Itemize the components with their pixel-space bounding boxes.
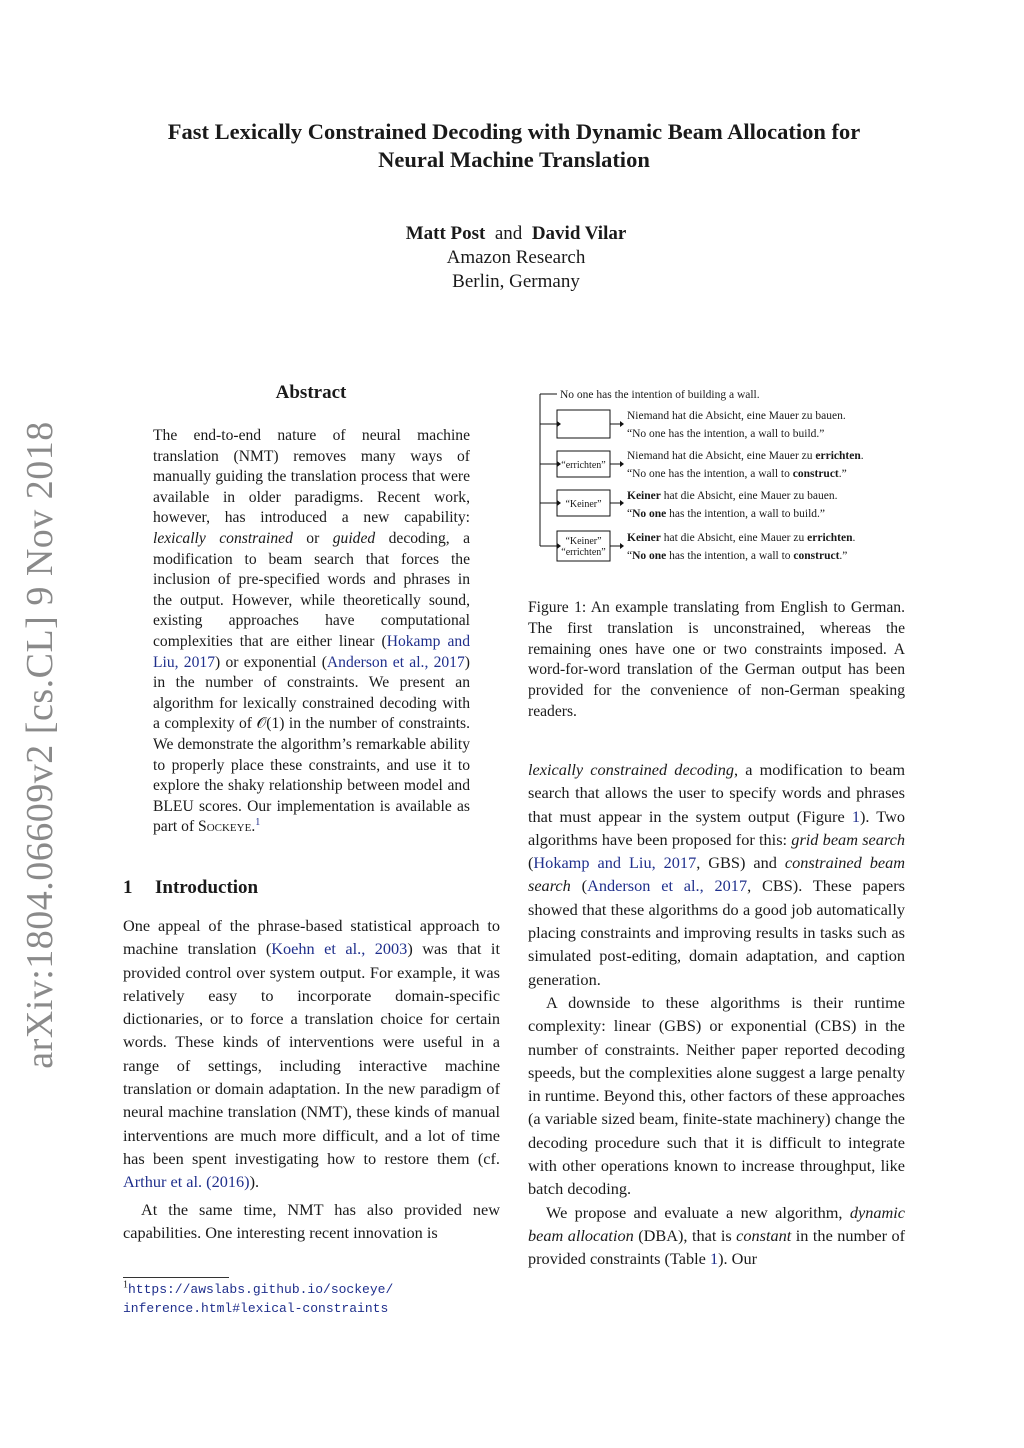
paragraph: We propose and evaluate a new algorithm, dynamic beam allocation (DBA), that is constant in the number of provided constraints (Table 1). Our [528, 1202, 906, 1269]
left-column-text [123, 914, 500, 1244]
table-ref-link[interactable]: 1 [709, 1249, 719, 1269]
location: Berlin, Germany [452, 271, 580, 292]
footnote [123, 1280, 503, 1318]
paper-title [100, 118, 928, 174]
citation-link[interactable]: Arthur et al. (2016) [123, 1172, 250, 1192]
output-1-de: Niemand hat die Absicht, eine Mauer zu bauen. [627, 410, 846, 422]
author-1: Matt Post [405, 223, 486, 244]
citation-link[interactable]: Hokamp and Liu, 2017 [153, 632, 471, 671]
footnote-rule [123, 1277, 229, 1278]
sockeye-name: Sockeye [198, 818, 252, 836]
footnote-url[interactable]: https://awslabs.github.io/sockeye/ [128, 1282, 394, 1297]
author-block [262, 222, 770, 294]
output-4-en: “No one has the intention, a wall to construct.” [627, 550, 848, 562]
right-column-text [528, 758, 905, 1271]
paragraph: A downside to these algorithms is their runtime complexity: linear (GBS) or exponential (CBS) in the number of constraints. Neither paper reported decoding speeds, but the complexities alone suggest a large penalty in runtime. Beyond this, other factors of these approaches (a variable sized beam, finite-state machinery) change the decoding procedure such that it is difficult to integrate with other operations known to increase throughput, like batch decoding. [528, 992, 905, 1199]
footnote-url-cont[interactable]: inference.html#lexical-constraints [123, 1301, 389, 1316]
citation-link[interactable]: Koehn et al., 2003 [271, 939, 408, 959]
affiliation: Amazon Research [446, 247, 586, 268]
section-heading: 1 Introduction [123, 877, 259, 898]
abstract-body: The end-to-end nature of neural machine translation (NMT) removes many ways of manually guiding the translation process that were available in older paradigms. Recent work, however, has introduced a new capability: lexically constrained or guided decoding, a modification to beam search that forces the inclusion of pre-specified words and phrases in the output. However, while theoretically sound, existing approaches have computational complexities that are either linear (Hokamp and Liu, 2017) or exponential (Anderson et al., 2017) in the number of constraints. We present an algorithm for lexically constrained decoding with a complexity of 𝒪(1) in the number of constraints. We demonstrate the algorithm’s remarkable ability to properly place these constraints, and use it to explore the shaky relationship between model and BLEU scores. Our implementation is available as part of Sockeye.$^1$ [153, 427, 471, 836]
output-3-de: Keiner hat die Absicht, eine Mauer zu bauen. [627, 490, 838, 502]
citation-link[interactable]: Hokamp and Liu, 2017 [533, 853, 697, 873]
abstract-heading: Abstract [275, 382, 347, 403]
output-2-de: Niemand hat die Absicht, eine Mauer zu errichten. [627, 450, 864, 462]
footnote-marker[interactable]: 1 [255, 817, 261, 829]
figure-1-diagram [535, 384, 915, 574]
constraint-label: “Keiner” [565, 536, 602, 547]
paragraph: One appeal of the phrase-based statistical approach to machine translation (Koehn et al., 2003) was that it provided control over system output. For example, it was relatively easy to incorporate domain-specific dictionaries, or to force a translation choice for certain words. These kinds of interventions were useful in a range of settings, including interactive machine translation or domain adaptation. In the new paradigm of neural machine translation (NMT), these kinds of manual interventions are much more difficult, and a lot of time has been spent investigating how to restore them (cf. Arthur et al. (2016)). [123, 916, 500, 1192]
output-3-en: “No one has the intention, a wall to build.” [627, 508, 826, 520]
author-and: and [494, 223, 523, 244]
author-2: David Vilar [531, 223, 627, 244]
constraint-label: “errichten” [561, 460, 606, 471]
title-line-2: Neural Machine Translation [378, 147, 650, 172]
constraint-label: “Keiner” [565, 499, 602, 510]
constraint-label: “errichten” [561, 547, 606, 558]
paragraph: lexically constrained decoding, a modification to beam search that allows the user to specify words and phrases that must appear in the system output (Figure 1). Two algorithms have been proposed for this: grid beam search (Hokamp and Liu, 2017, GBS) and constrained beam search (Anderson et al., 2017, CBS). These papers showed that these algorithms do a good job automatically placing constraints and improving results in tasks such as simulated post-editing, domain adaptation, and caption generation. [528, 760, 906, 989]
figure-ref-link[interactable]: 1 [851, 806, 860, 826]
footnote-number: 1 [123, 1279, 128, 1291]
arxiv-stamp: arXiv:1804.06609v2 [cs.CL] 9 Nov 2018 [19, 421, 61, 1069]
output-2-en: “No one has the intention, a wall to construct.” [627, 468, 847, 480]
paragraph: At the same time, NMT has also provided new capabilities. One interesting recent innovation is [123, 1199, 500, 1242]
citation-link[interactable]: Anderson et al., 2017 [326, 653, 465, 671]
output-1-en: “No one has the intention, a wall to build.” [627, 428, 825, 440]
output-4-de: Keiner hat die Absicht, eine Mauer zu errichten. [627, 532, 856, 544]
citation-link[interactable]: Anderson et al., 2017 [587, 876, 748, 896]
title-line-1: Fast Lexically Constrained Decoding with Dynamic Beam Allocation for [167, 119, 861, 144]
figure-1-caption: Figure 1: An example translating from English to German. The first translation is unconstrained, whereas the remaining ones have one or two constraints imposed. A word-for-word translation of the German output has been provided for the convenience of non-German speaking readers. [528, 599, 905, 720]
source-sentence: No one has the intention of building a wall. [560, 389, 760, 401]
empty-constraint-box [557, 410, 610, 438]
